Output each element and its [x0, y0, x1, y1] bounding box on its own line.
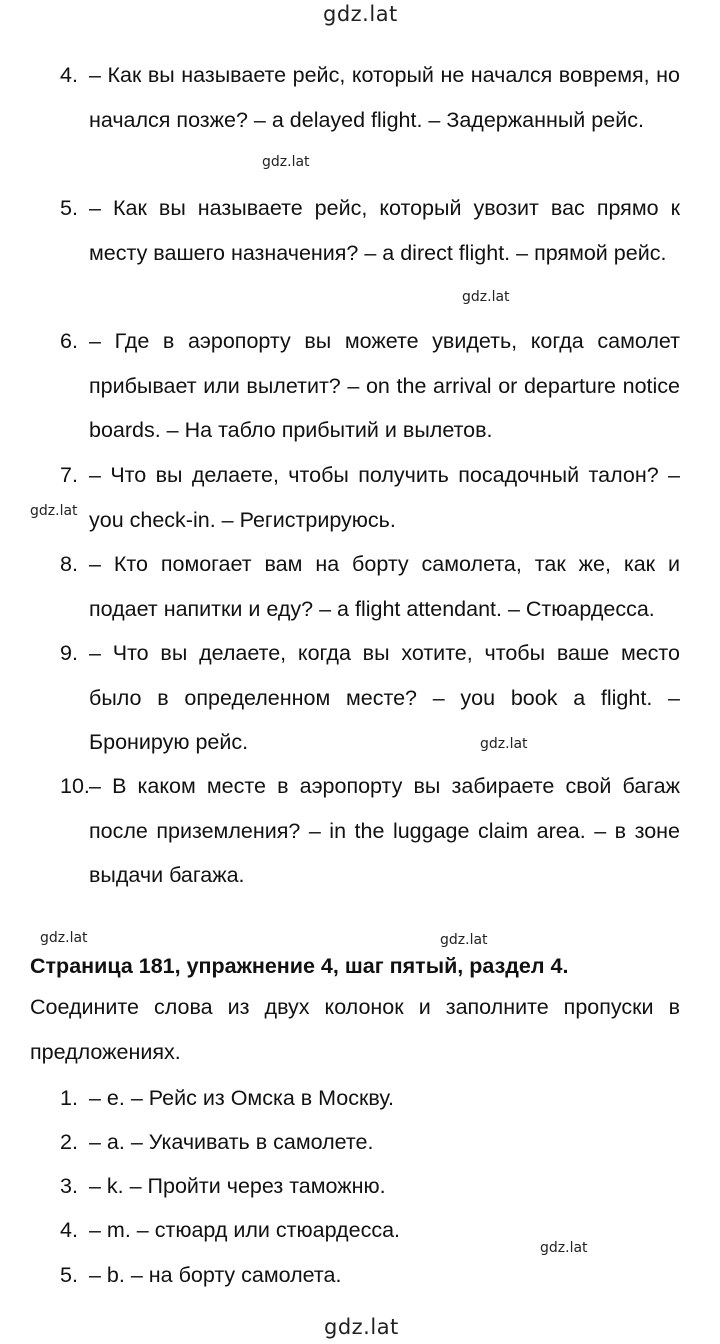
list-item	[60, 764, 680, 898]
watermark: gdz.lat	[480, 736, 528, 752]
watermark: gdz.lat	[440, 932, 488, 948]
item-text: – Что вы делаете, чтобы получить посадочный талон? – you check-in. – Регистрируюсь.	[89, 463, 680, 532]
list-item	[60, 1164, 660, 1208]
item-text: – Что вы делаете, когда вы хотите, чтобы ваше место было в определенном месте? – you book a flight. – Бронирую рейс.	[89, 641, 680, 754]
watermark: gdz.lat	[30, 503, 78, 519]
item-number: 5.	[60, 196, 78, 220]
item-text: – e. – Рейс из Омска в Москву.	[89, 1086, 394, 1110]
item-number: 10.	[60, 774, 90, 798]
item-number: 7.	[60, 463, 78, 487]
item-text: – Кто помогает вам на борту самолета, так же, как и подает напитки и еду? – a flight attendant. – Стюардесса.	[89, 552, 680, 621]
list-item	[60, 1120, 660, 1164]
list-item	[60, 186, 680, 275]
item-number: 8.	[60, 552, 78, 576]
item-number: 4.	[60, 1218, 78, 1242]
item-text: – m. – стюард или стюардесса.	[89, 1218, 400, 1242]
list-item	[60, 319, 680, 453]
watermark: gdz.lat	[462, 289, 510, 305]
list-item	[60, 453, 680, 542]
watermark-bottom: gdz.lat	[324, 1315, 399, 1339]
watermark: gdz.lat	[40, 930, 88, 946]
item-text: – Где в аэропорту вы можете увидеть, когда самолет прибывает или вылетит? – on the arrival or departure notice boards. – На табло прибытий и вылетов.	[89, 329, 680, 442]
list-item	[60, 1076, 660, 1120]
item-number: 5.	[60, 1263, 78, 1287]
item-text: – b. – на борту самолета.	[89, 1263, 342, 1287]
watermark: gdz.lat	[540, 1240, 588, 1256]
item-number: 2.	[60, 1130, 78, 1154]
item-number: 9.	[60, 641, 78, 665]
list-item	[60, 1208, 660, 1252]
item-text: – a. – Укачивать в самолете.	[89, 1130, 374, 1154]
item-text: – Как вы называете рейс, который не начался вовремя, но начался позже? – a delayed flight. – Задержанный рейс.	[89, 63, 680, 132]
list-item	[60, 1253, 660, 1297]
item-text: – В каком месте в аэропорту вы забираете свой багаж после приземления? – in the luggage claim area. – в зоне выдачи багажа.	[89, 774, 680, 887]
watermark: gdz.lat	[262, 154, 310, 170]
item-number: 3.	[60, 1174, 78, 1198]
watermark-top: gdz.lat	[323, 2, 398, 26]
list-item	[60, 53, 680, 142]
item-number: 4.	[60, 63, 78, 87]
section-intro: Соедините слова из двух колонок и заполните пропуски в предложениях.	[30, 995, 680, 1064]
list-item	[60, 631, 680, 765]
list-item	[60, 542, 680, 631]
item-text: – Как вы называете рейс, который увозит вас прямо к месту вашего назначения? – a direct flight. – прямой рейс.	[89, 196, 680, 265]
item-number: 6.	[60, 329, 78, 353]
section-heading: Страница 181, упражнение 4, шаг пятый, раздел 4.	[30, 954, 569, 978]
item-text: – k. – Пройти через таможню.	[89, 1174, 386, 1198]
item-number: 1.	[60, 1086, 78, 1110]
